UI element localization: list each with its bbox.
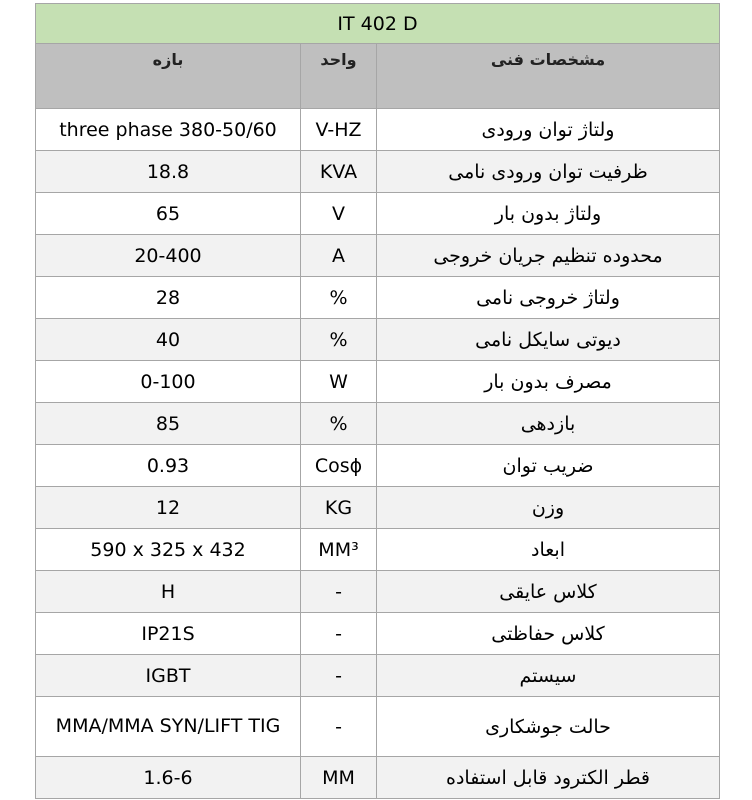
range-cell: 65: [36, 193, 301, 235]
table-row: [36, 235, 720, 277]
header-spec: مشخصات فنی: [377, 44, 720, 109]
spec-cell: دیوتی سایکل نامی: [377, 319, 720, 361]
unit-cell: V-HZ: [301, 109, 377, 151]
table-row: [36, 193, 720, 235]
header-range: بازه: [36, 44, 301, 109]
table-row: [36, 403, 720, 445]
table-title: IT 402 D: [36, 4, 720, 44]
table-row: [36, 151, 720, 193]
range-cell: 18.8: [36, 151, 301, 193]
unit-cell: %: [301, 403, 377, 445]
unit-cell: W: [301, 361, 377, 403]
table-row: [36, 319, 720, 361]
table-row: [36, 445, 720, 487]
spec-cell: وزن: [377, 487, 720, 529]
spec-table: [35, 3, 720, 799]
table-row: [36, 487, 720, 529]
spec-cell: کلاس حفاظتی: [377, 613, 720, 655]
spec-cell: ابعاد: [377, 529, 720, 571]
range-cell: 0-100: [36, 361, 301, 403]
range-cell: IGBT: [36, 655, 301, 697]
table-row: [36, 697, 720, 757]
header-row: [36, 44, 720, 109]
spec-cell: ضریب توان: [377, 445, 720, 487]
unit-cell: KVA: [301, 151, 377, 193]
range-cell: 28: [36, 277, 301, 319]
range-cell: 12: [36, 487, 301, 529]
unit-cell: -: [301, 697, 377, 757]
table-row: [36, 277, 720, 319]
spec-cell: قطر الکترود قابل استفاده: [377, 757, 720, 799]
unit-cell: -: [301, 655, 377, 697]
unit-cell: Cosϕ: [301, 445, 377, 487]
table-row: [36, 361, 720, 403]
range-cell: three phase 380-50/60: [36, 109, 301, 151]
unit-cell: A: [301, 235, 377, 277]
range-cell: IP21S: [36, 613, 301, 655]
spec-cell: ولتاژ توان ورودی: [377, 109, 720, 151]
spec-cell: کلاس عایقی: [377, 571, 720, 613]
unit-cell: MM: [301, 757, 377, 799]
unit-cell: -: [301, 571, 377, 613]
unit-cell: -: [301, 613, 377, 655]
spec-cell: سیستم: [377, 655, 720, 697]
table-row: [36, 571, 720, 613]
spec-cell: بازدهی: [377, 403, 720, 445]
range-cell: 20-400: [36, 235, 301, 277]
table-row: [36, 655, 720, 697]
unit-cell: KG: [301, 487, 377, 529]
range-text: MMA/MMA SYN/LIFT TIG: [55, 715, 281, 737]
table-row: [36, 109, 720, 151]
range-cell: H: [36, 571, 301, 613]
table-row: [36, 613, 720, 655]
range-cell: 590 x 325 x 432: [36, 529, 301, 571]
table-row: [36, 757, 720, 799]
table-row: [36, 529, 720, 571]
range-cell: [36, 697, 301, 757]
spec-cell: ظرفیت توان ورودی نامی: [377, 151, 720, 193]
title-row: [36, 4, 720, 44]
range-cell: 85: [36, 403, 301, 445]
spec-cell: حالت جوشکاری: [377, 697, 720, 757]
spec-cell: محدوده تنظیم جریان خروجی: [377, 235, 720, 277]
range-cell: 1.6-6: [36, 757, 301, 799]
header-unit: واحد: [301, 44, 377, 109]
unit-cell: %: [301, 319, 377, 361]
spec-cell: ولتاژ خروجی نامی: [377, 277, 720, 319]
unit-cell: %: [301, 277, 377, 319]
unit-cell: MM³: [301, 529, 377, 571]
range-cell: 0.93: [36, 445, 301, 487]
spec-cell: ولتاژ بدون بار: [377, 193, 720, 235]
range-cell: 40: [36, 319, 301, 361]
unit-cell: V: [301, 193, 377, 235]
spec-cell: مصرف بدون بار: [377, 361, 720, 403]
